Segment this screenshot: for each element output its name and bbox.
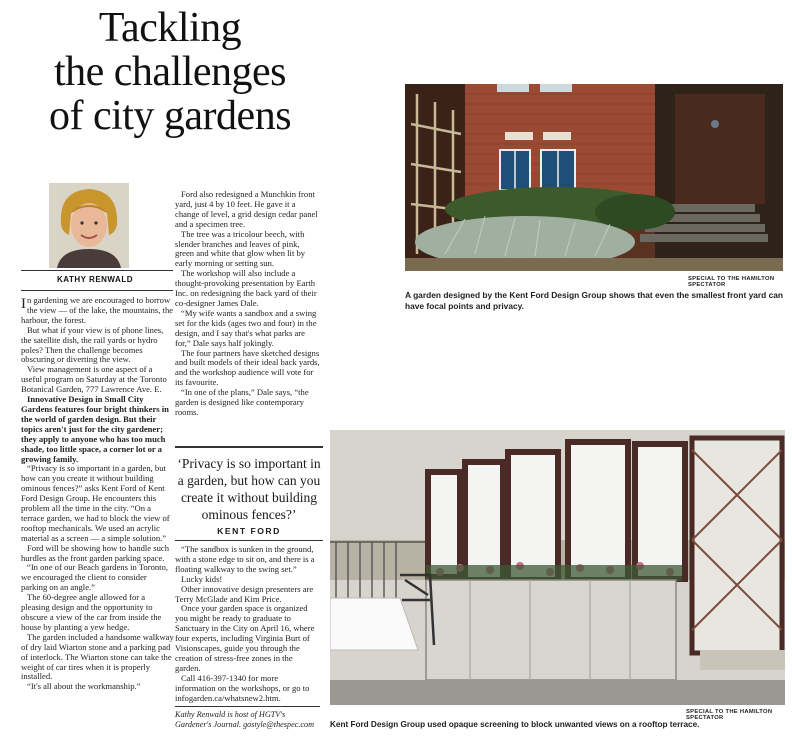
paragraph: Ford will be showing how to handle such hurdles as the front garden parking space. (21, 542, 170, 563)
paragraph: Call 416-397-1340 for more information on the workshops, or go to infogarden.ca/whatsnew2.htm. (175, 672, 310, 703)
pullquote-rule-bottom (175, 540, 323, 541)
paragraph: The 60-degree angle allowed for a pleasing design and the opportunity to obscure a view of the car from inside the house by planting a yew hedge. (21, 592, 162, 632)
author-portrait (49, 183, 129, 268)
headline (30, 6, 310, 138)
front-yard-garden-photo (405, 84, 783, 271)
headline-line-2: the challenges (53, 49, 287, 95)
paragraph: Other innovative design presenters are Terry McGlade and Kim Price. (175, 583, 314, 604)
byline-rule (21, 270, 173, 271)
paragraph: Innovative Design in Small City Gardens features four bright thinkers in the world of garden design. But their topics aren't just for the city gardener; they apply to anyone who has too much shade, too little space, a corner lot or a growing family. (21, 394, 169, 464)
paragraph: The garden included a handsome walkway of dry laid Wiarton stone and a parking pad of interlock. The Wiarton stone can take the weight of car tires when it is properly installed. (21, 631, 174, 682)
article-column-1 (21, 296, 174, 692)
author-note: Kathy Renwald is host of HGTV's Gardener's Journal. gostyle@thespec.com (175, 710, 315, 729)
headline-line-3: of city gardens (48, 93, 292, 139)
photo-credit: SPECIAL TO THE HAMILTON SPECTATOR (688, 276, 775, 288)
paragraph: “In one of our Beach gardens in Toronto, we encouraged the client to consider parking on an angle.” (21, 562, 168, 593)
pullquote-rule-top (175, 446, 323, 448)
photo-caption: Kent Ford Design Group used opaque screening to block unwanted views on a rooftop terrace. (330, 720, 700, 729)
paragraph: The tree was a tricolour beech, with slender branches and leaves of pink, green and white that glow when lit by early morning or setting sun. (175, 228, 306, 269)
article-column-3 (175, 545, 320, 704)
paragraph: View management is one aspect of a useful program on Saturday at the Toronto Botanical Garden, 777 Lawrence Ave. E. (21, 364, 167, 395)
paragraph: Lucky kids! (181, 573, 223, 584)
author-note-rule (175, 706, 320, 707)
byline-rule-bottom (21, 290, 173, 291)
author-portrait-box (22, 183, 162, 273)
paragraph: In gardening we are encouraged to borrow the view — of the lake, the mountains, the harbour, the forest. (21, 295, 174, 325)
drop-cap: I (21, 296, 26, 312)
paragraph: Once your garden space is organized you might be ready to graduate to Sanctuary in the City on April 16, where four experts, including Virginia Burt of Visionscapes, guide you through the creation of stress-free zones in the garden. (175, 603, 315, 673)
photo-credit: SPECIAL TO THE HAMILTON SPECTATOR (686, 709, 773, 721)
paragraph: Ford also redesigned a Munchkin front yard, just 4 by 10 feet. He gave it a change of level, a grid design cedar panel and a specimen tree. (175, 189, 318, 229)
headline-line-1: Tackling (98, 5, 242, 51)
paragraph: “In one of the plans,” Dale says, “the garden is designed like contemporary rooms. (175, 387, 309, 417)
article-column-2 (175, 190, 320, 418)
paragraph: “The sandbox is sunken in the ground, with a stone edge to sit on, and there is a floating walkway to the swing set.” (175, 544, 315, 574)
photo-caption: A garden designed by the Kent Ford Design Group shows that even the smallest front yard can have focal points and privacy. (405, 290, 784, 311)
paragraph: “It's all about the workmanship.” (27, 681, 141, 692)
byline: KATHY RENWALD (57, 275, 133, 284)
paragraph: But what if your view is of phone lines, the satellite dish, the rail yards or hydro poles? Then the challenge becomes obscuring or diverting the view. (21, 324, 164, 365)
paragraph: “My wife wants a sandbox and a swing set for the kids (ages two and four) in the design, and I say that's what parks are for,” Dale says half jokingly. (175, 307, 317, 348)
pull-quote: ‘Privacy is so important in a garden, but how can you create it without building ominous fences?’ (177, 456, 321, 522)
paragraph: “Privacy is so important in a garden, but how can you create it without building ominous fences?” asks Kent Ford of Kent Ford Design Group. He encounters this problem all the time in the city. “On a terrace garden, we had to block the view of rooftop mechanicals. We used an acrylic material as a screen — a simple solution.” (21, 463, 170, 543)
paragraph: The workshop will also include a thought-provoking presentation by Earth Inc. on redesigning the back yard of their co-designer James Dale. (175, 268, 317, 308)
pull-quote-author: KENT FORD (217, 526, 281, 536)
paragraph: The four partners have sketched designs and built models of their ideal back yards, and the workshop audience will vote for its favourite. (175, 347, 320, 388)
rooftop-terrace-photo (330, 430, 785, 705)
